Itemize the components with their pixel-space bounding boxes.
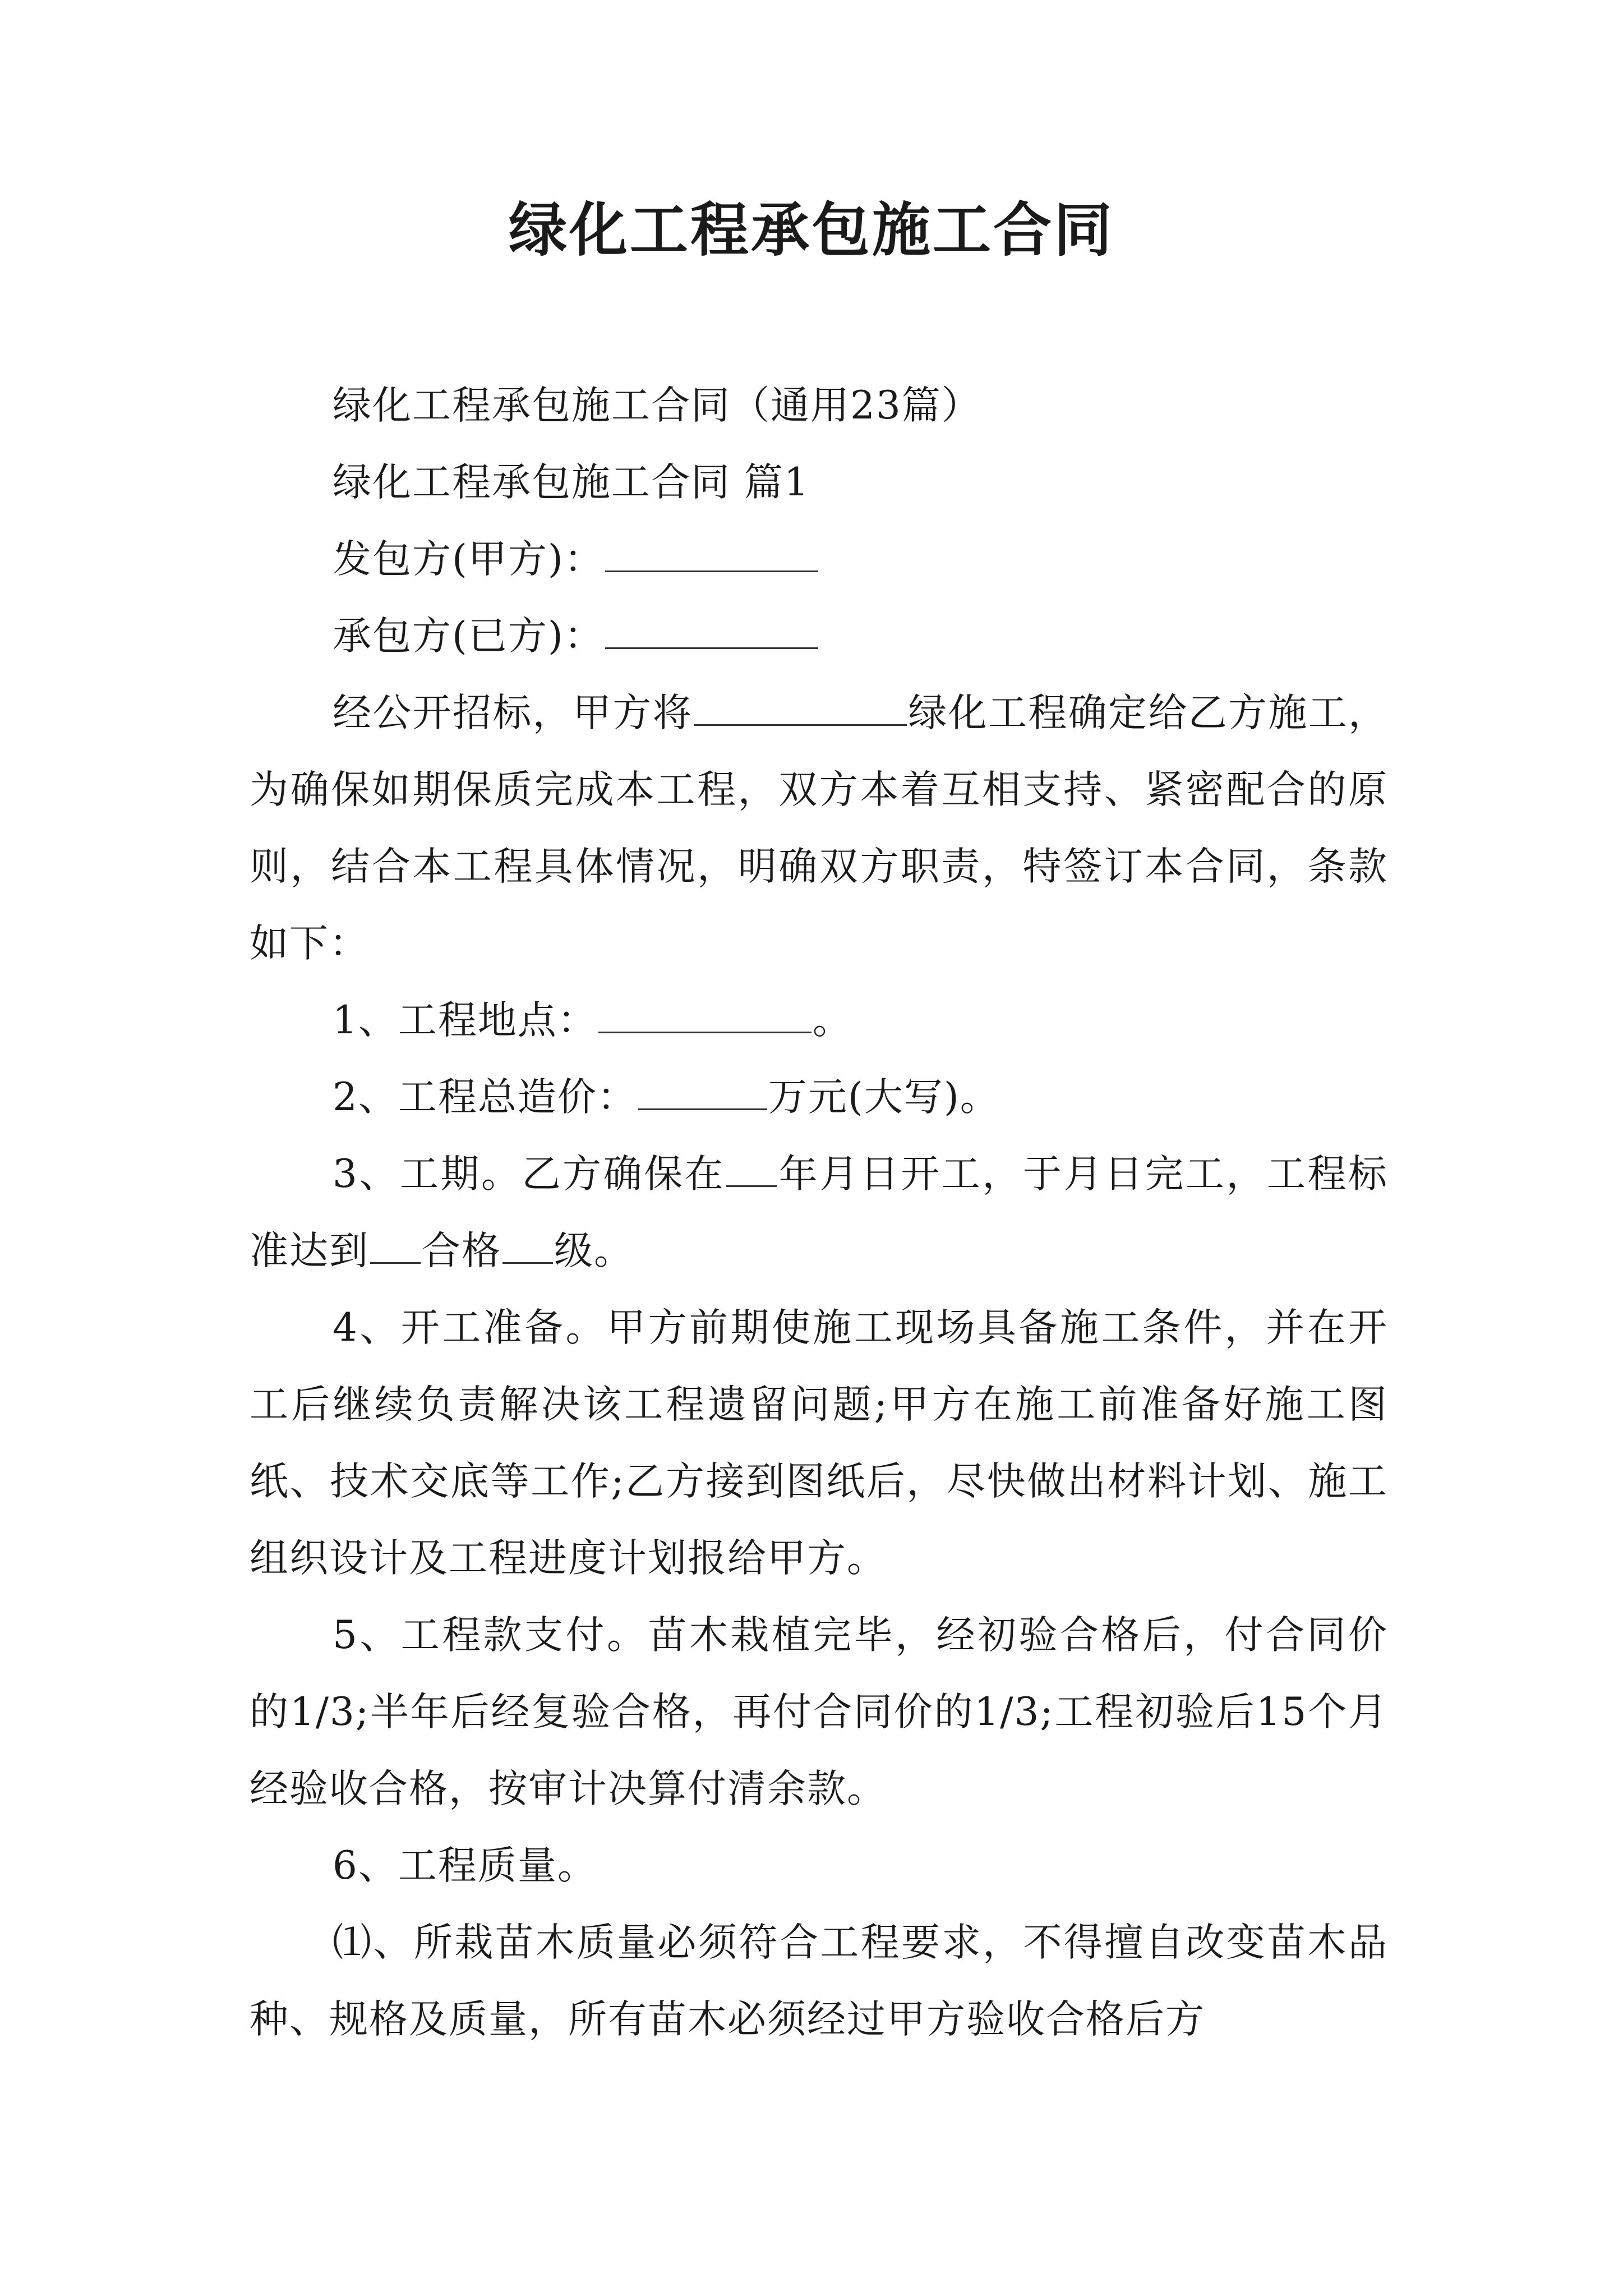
grade-blank <box>502 1227 553 1264</box>
clause-2-label: 2、工程总造价： <box>333 1075 637 1120</box>
clause-3-part-2: 年月日开工，于月日完工，工程标准达到 <box>250 1152 1388 1273</box>
clause-1-label: 1、工程地点： <box>333 998 597 1043</box>
year-blank <box>726 1151 777 1187</box>
clause-3-part-4: 级。 <box>554 1228 634 1273</box>
paragraph-clause-4: 4、开工准备。甲方前期使施工现场具备施工条件，并在开工后继续负责解决该工程遗留问题;甲方在施工前准备好施工图纸、技术交底等工作;乙方接到图纸后，尽快做出材料计划、施工组织设计及工程进度计划报给甲方。 <box>250 1305 1388 1581</box>
document-title: 绿化工程承包施工合同 <box>508 196 1114 264</box>
paragraph-section-heading: 绿化工程承包施工合同 篇1 <box>333 460 810 505</box>
paragraph-subtitle: 绿化工程承包施工合同（通用23篇） <box>333 383 981 428</box>
party-b-label: 承包方(已方)： <box>333 614 604 659</box>
paragraph-clause-3 <box>250 1136 1388 1290</box>
paragraph-clause-6: 6、工程质量。 <box>333 1843 597 1888</box>
clause-2-end: 万元(大写)。 <box>768 1075 1000 1120</box>
paragraph-clause-1 <box>250 982 1388 1059</box>
paragraph-clause-6-1: ⑴、所栽苗木质量必须符合工程要求，不得擅自改变苗木品种、规格及质量，所有苗木必须经过甲方验收合格后方 <box>250 1920 1388 2042</box>
standard-blank <box>370 1227 421 1264</box>
clause-3-part-3: 合格 <box>422 1228 501 1273</box>
intro-text-after: 绿化工程确定给乙方施工，为确保如期保质完成本工程，双方本着互相支持、紧密配合的原则，结合本工程具体情况，明确双方职责，特签订本合同，条款如下： <box>250 691 1389 966</box>
clause-3-part-1: 3、工期。乙方确保在 <box>333 1152 726 1197</box>
total-cost-blank <box>638 1074 767 1110</box>
project-name-blank <box>694 689 907 726</box>
paragraph-clause-5: 5、工程款支付。苗木栽植完毕，经初验合格后，付合同价的1/3;半年后经复验合格，再付合同价的1/3;工程初验后15个月经验收合格，按审计决算付清余款。 <box>250 1613 1388 1811</box>
paragraph-clause-2 <box>250 1059 1388 1136</box>
party-a-label: 发包方(甲方)： <box>333 537 604 582</box>
party-a-blank <box>605 536 818 572</box>
document-body <box>250 367 1388 2058</box>
clause-1-end: 。 <box>812 998 852 1043</box>
intro-text-before: 经公开招标，甲方将 <box>333 691 693 735</box>
paragraph-party-b <box>250 598 1388 675</box>
location-blank <box>598 997 811 1033</box>
paragraph-party-a <box>250 521 1388 598</box>
party-b-blank <box>605 613 818 649</box>
paragraph-intro <box>250 675 1388 982</box>
